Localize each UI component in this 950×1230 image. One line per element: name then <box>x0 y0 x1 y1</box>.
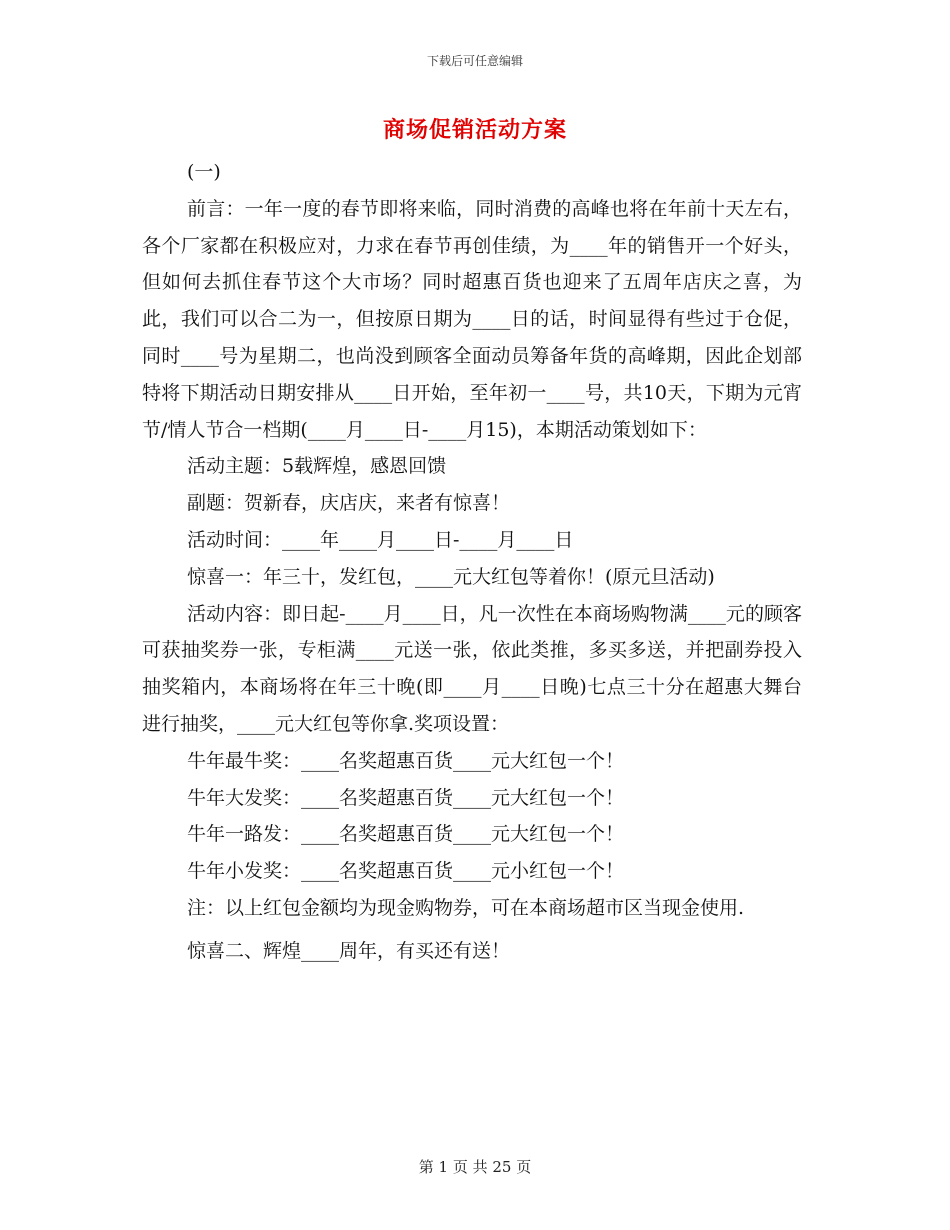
activity-theme: 活动主题：5载辉煌，感恩回馈 <box>187 455 447 478</box>
section-marker: (一) <box>187 161 221 183</box>
prize-line: 牛年一路发：____名奖超惠百货____元大红包一个！ <box>187 823 625 846</box>
prize-line: 牛年小发奖：____名奖超惠百货____元小红包一个！ <box>187 860 625 883</box>
page-footer: 第 1 页 共 25 页 <box>418 1158 532 1176</box>
activity-time: 活动时间：____年____月____日-____月____日 <box>187 528 574 551</box>
preface-paragraph: 前言：一年一度的春节即将来临，同时消费的高峰也将在年前十天左右，各个厂家都在积极应对，力求在春节再创佳绩，为____年的销售开一个好头，但如何去抓住春节这个大市场？同时超惠百货也迎来了五周年店庆之喜，为此，我们可以合二为一，但按原日期为____日的话，时间显得有些过于仓促，同时____号为星期二，也尚没到顾客全面动员筹备年货的高峰期，因此企划部特将下期活动日期安排从____日开始，至年初一____号，共10天，下期为元宵节/情人节合一档期(____月____日-____月15)，本期活动策划如下： <box>142 197 802 441</box>
subtitle-line: 副题：贺新春，庆店庆，来者有惊喜！ <box>187 492 511 515</box>
document-title: 商场促销活动方案 <box>382 117 567 143</box>
surprise-two: 惊喜二、辉煌____周年，有买还有送！ <box>187 939 511 962</box>
document-body <box>142 154 802 970</box>
activity-content: 活动内容：即日起-____月____日，凡一次性在本商场购物满____元的顾客可获抽奖券一张，专柜满____元送一张，依此类推，多买多送，并把副券投入抽奖箱内，本商场将在年三十晚(即____月____日晚)七点三十分在超惠大舞台进行抽奖，____元大红包等你拿.奖项设置： <box>142 602 802 735</box>
surprise-one: 惊喜一：年三十，发红包，____元大红包等着你！(原元旦活动) <box>187 565 715 588</box>
header-note: 下载后可任意编辑 <box>426 54 523 68</box>
prize-line: 牛年大发奖：____名奖超惠百货____元大红包一个！ <box>187 786 625 809</box>
prize-line: 牛年最牛奖：____名奖超惠百货____元大红包一个！ <box>187 749 625 772</box>
note-paragraph: 注：以上红包金额均为现金购物券，可在本商场超市区当现金使用. <box>187 896 745 919</box>
